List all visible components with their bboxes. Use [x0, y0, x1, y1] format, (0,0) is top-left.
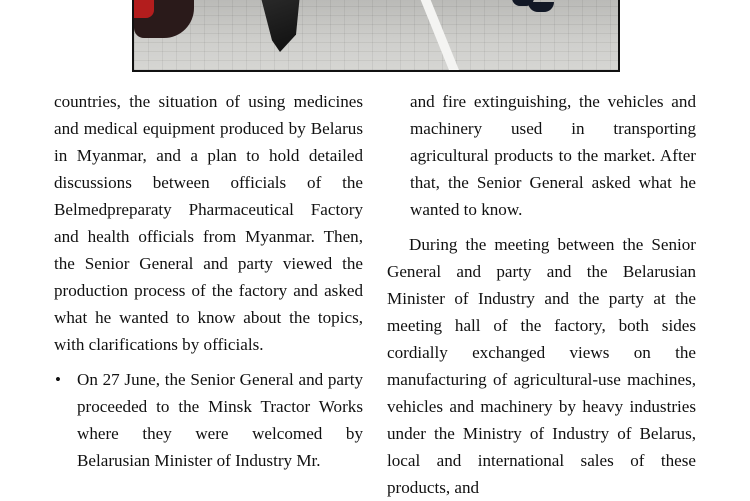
bullet-item [54, 366, 363, 474]
right-paragraph: During the meeting between the Senior General and party and the Belarusian Minister of Industry and the party at the meeting hall of the factory, both sides cordially exchanged views on the manufacturing of agricultural-use machines, vehicles and machinery by heavy industries under the Ministry of Industry of Belarus, local and international sales of these products, and [387, 235, 696, 497]
shoe-icon [528, 2, 554, 12]
left-column [54, 88, 363, 474]
tractor-wheel-icon [260, 0, 300, 52]
road-marking [416, 0, 462, 72]
right-column [387, 88, 696, 501]
tractor-red-part [134, 0, 154, 18]
event-photo [132, 0, 620, 72]
right-continuation: and fire extinguishing, the vehicles and machinery used in transporting agricultural products to the market. After that, the Senior General asked what he wanted to know. [410, 92, 696, 219]
bullet-marker: • [55, 370, 61, 389]
bullet-text: On 27 June, the Senior General and party proceeded to the Minsk Tractor Works where they were welcomed by Belarusian Minister of Industry Mr. [77, 370, 363, 470]
left-paragraph: countries, the situation of using medicines and medical equipment produced by Belarus in Myanmar, and a plan to hold detailed discussions between officials of the Belmedpreparaty Pharmaceutical Factory and health officials from Myanmar. Then, the Senior General and party viewed the production process of the factory and asked what he wanted to know about the topics, with clarifications by officials. [54, 92, 363, 354]
